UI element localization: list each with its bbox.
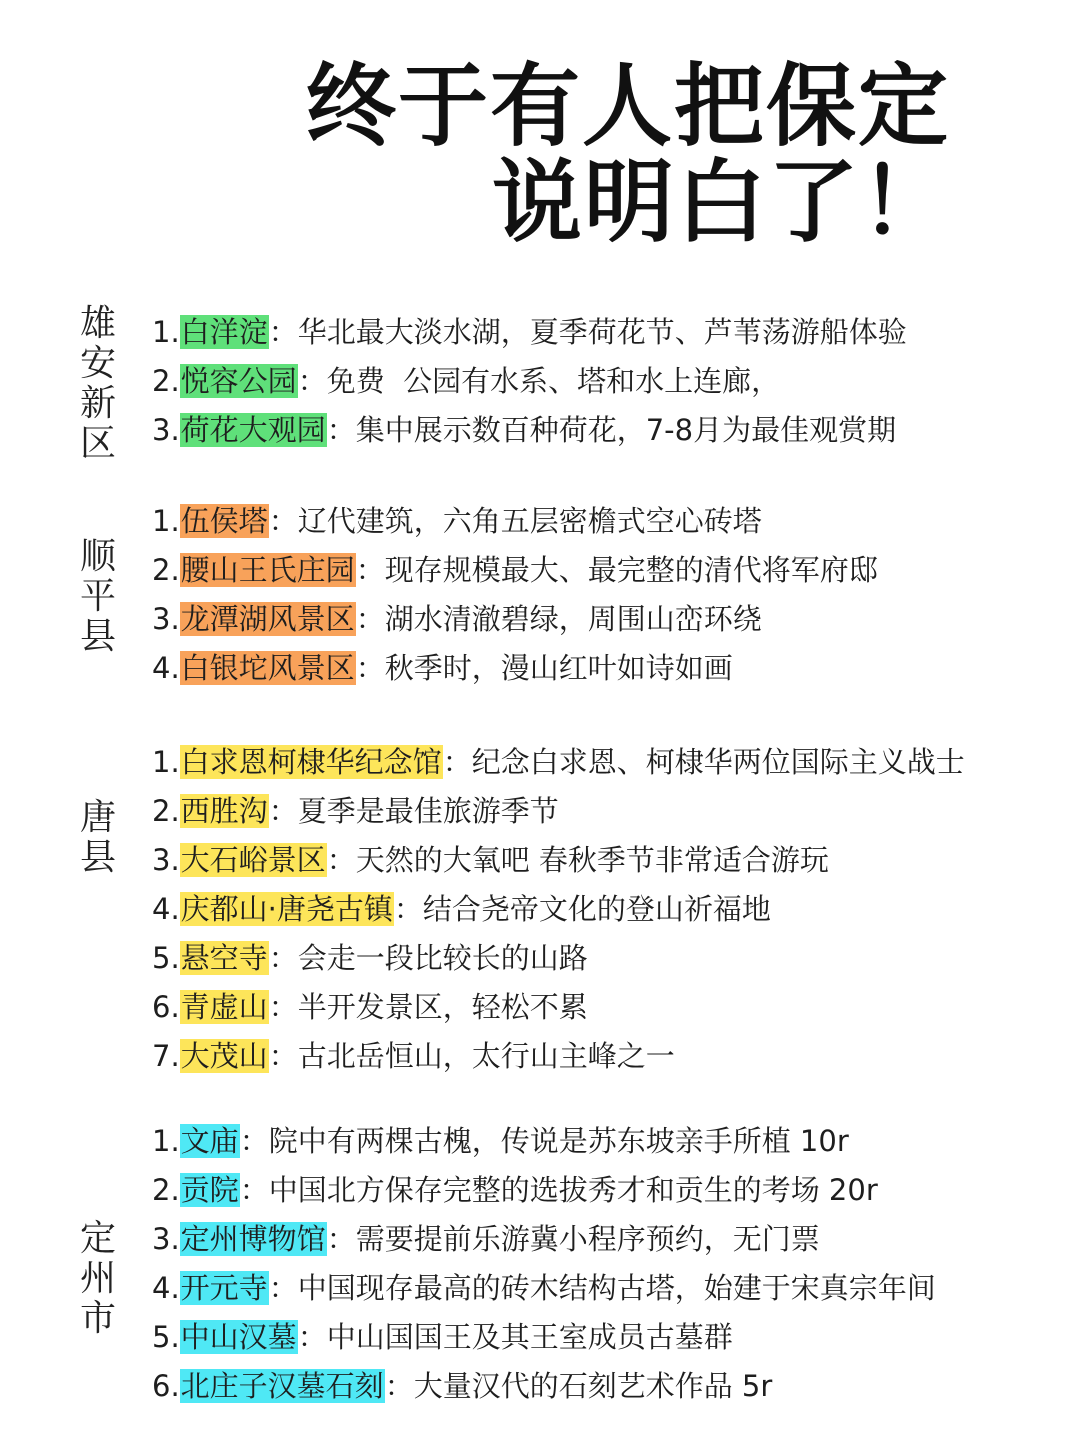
list-item: [152, 406, 907, 455]
item-separator: ：: [384, 1369, 414, 1403]
attraction-name: 龙潭湖风景区: [180, 602, 355, 636]
list-item: [152, 1166, 936, 1215]
attraction-description: 中山国国王及其王室成员古墓群: [326, 1320, 733, 1354]
list-item: [152, 644, 878, 693]
item-separator: ：: [326, 413, 356, 447]
attraction-description: 院中有两棵古槐，传说是苏东坡亲手所植 10r: [268, 1124, 849, 1158]
page-title-line2: 说明白了！: [492, 150, 952, 255]
item-number: 5.: [152, 1320, 180, 1354]
item-separator: ：: [326, 1222, 356, 1256]
region-char: 县: [79, 616, 116, 657]
item-separator: ：: [268, 990, 298, 1024]
section-dingzhou: [0, 1117, 1080, 1417]
item-separator: ：: [268, 504, 298, 538]
attraction-description: 纪念白求恩、柯棣华两位国际主义战士: [471, 745, 965, 779]
attraction-list: [152, 497, 878, 693]
attraction-description: 中国现存最高的砖木结构古塔，始建于宋真宗年间: [297, 1271, 936, 1305]
attraction-description: 华北最大淡水湖，夏季荷花节、芦苇荡游船体验: [297, 315, 907, 349]
attraction-name: 白银坨风景区: [180, 651, 355, 685]
page-title-line1: 终于有人把保定: [306, 54, 950, 159]
list-item: [152, 357, 907, 406]
region-char: 市: [79, 1298, 116, 1339]
list-item: [152, 497, 878, 546]
region-label: [72, 304, 124, 464]
list-item: [152, 885, 965, 934]
attraction-description: 中国北方保存完整的选拔秀才和贡生的考场 20r: [268, 1173, 878, 1207]
list-item: [152, 1313, 936, 1362]
item-number: 4.: [152, 892, 180, 926]
item-number: 4.: [152, 1271, 180, 1305]
attraction-description: 古北岳恒山，太行山主峰之一: [297, 1039, 675, 1073]
item-number: 7.: [152, 1039, 180, 1073]
attraction-description: 天然的大氧吧 春秋季节非常适合游玩: [355, 843, 829, 877]
list-item: [152, 546, 878, 595]
attraction-description: 现存规模最大、最完整的清代将军府邸: [384, 553, 878, 587]
attraction-name: 定州博物馆: [180, 1222, 326, 1256]
item-separator: ：: [326, 843, 356, 877]
item-separator: ：: [297, 1320, 327, 1354]
item-number: 2.: [152, 794, 180, 828]
region-label: [72, 1219, 124, 1339]
attraction-name: 腰山王氏庄园: [180, 553, 355, 587]
list-item: [152, 836, 965, 885]
list-item: [152, 1032, 965, 1081]
attraction-name: 青虚山: [180, 990, 268, 1024]
attraction-description: 夏季是最佳旅游季节: [297, 794, 559, 828]
list-item: [152, 1264, 936, 1313]
attraction-description: 免费 公园有水系、塔和水上连廊，: [326, 364, 781, 398]
item-number: 2.: [152, 364, 180, 398]
region-char: 顺: [79, 536, 116, 577]
region-label: [72, 798, 124, 878]
region-char: 新: [79, 383, 116, 424]
item-number: 5.: [152, 941, 180, 975]
item-separator: ：: [355, 602, 385, 636]
attraction-list: [152, 308, 907, 455]
list-item: [152, 1117, 936, 1166]
list-item: [152, 1215, 936, 1264]
section-tangxian: [0, 738, 1080, 1083]
attraction-description: 辽代建筑，六角五层密檐式空心砖塔: [297, 504, 762, 538]
region-char: 平: [79, 576, 116, 617]
list-item: [152, 983, 965, 1032]
item-number: 2.: [152, 1173, 180, 1207]
item-number: 2.: [152, 553, 180, 587]
attraction-name: 大石峪景区: [180, 843, 326, 877]
attraction-list: [152, 738, 965, 1081]
item-number: 3.: [152, 1222, 180, 1256]
item-separator: ：: [268, 1039, 298, 1073]
attraction-name: 悦容公园: [180, 364, 297, 398]
item-separator: ：: [239, 1124, 269, 1158]
region-label: [72, 537, 124, 657]
attraction-name: 白洋淀: [180, 315, 268, 349]
attraction-name: 庆都山·唐尧古镇: [180, 892, 393, 926]
attraction-description: 需要提前乐游冀小程序预约，无门票: [355, 1222, 820, 1256]
attraction-description: 会走一段比较长的山路: [297, 941, 588, 975]
item-separator: ：: [268, 794, 298, 828]
attraction-name: 贡院: [180, 1173, 239, 1207]
region-char: 县: [79, 837, 116, 878]
item-number: 6.: [152, 990, 180, 1024]
attraction-name: 大茂山: [180, 1039, 268, 1073]
item-number: 1.: [152, 315, 180, 349]
item-separator: ：: [393, 892, 423, 926]
attraction-name: 文庙: [180, 1124, 239, 1158]
attraction-list: [152, 1117, 936, 1411]
item-separator: ：: [239, 1173, 269, 1207]
attraction-name: 西胜沟: [180, 794, 268, 828]
region-char: 州: [79, 1258, 116, 1299]
region-char: 安: [79, 343, 116, 384]
item-separator: ：: [442, 745, 472, 779]
attraction-description: 半开发景区，轻松不累: [297, 990, 588, 1024]
item-separator: ：: [355, 553, 385, 587]
item-separator: ：: [268, 1271, 298, 1305]
attraction-name: 北庄子汉墓石刻: [180, 1369, 384, 1403]
region-char: 定: [79, 1218, 116, 1259]
attraction-description: 集中展示数百种荷花，7-8月为最佳观赏期: [355, 413, 897, 447]
attraction-name: 荷花大观园: [180, 413, 326, 447]
item-number: 6.: [152, 1369, 180, 1403]
item-number: 3.: [152, 602, 180, 636]
attraction-name: 中山汉墓: [180, 1320, 297, 1354]
attraction-description: 湖水清澈碧绿，周围山峦环绕: [384, 602, 762, 636]
list-item: [152, 1362, 936, 1411]
list-item: [152, 595, 878, 644]
section-xiongan: [0, 303, 1080, 468]
region-char: 雄: [79, 303, 116, 344]
attraction-name: 伍侯塔: [180, 504, 268, 538]
item-number: 3.: [152, 413, 180, 447]
item-number: 4.: [152, 651, 180, 685]
list-item: [152, 934, 965, 983]
attraction-name: 开元寺: [180, 1271, 268, 1305]
section-shunping: [0, 497, 1080, 697]
item-number: 3.: [152, 843, 180, 877]
list-item: [152, 787, 965, 836]
attraction-description: 秋季时，漫山红叶如诗如画: [384, 651, 733, 685]
item-separator: ：: [355, 651, 385, 685]
item-separator: ：: [297, 364, 327, 398]
attraction-description: 大量汉代的石刻艺术作品 5r: [413, 1369, 773, 1403]
list-item: [152, 308, 907, 357]
attraction-name: 悬空寺: [180, 941, 268, 975]
item-number: 1.: [152, 1124, 180, 1158]
item-number: 1.: [152, 745, 180, 779]
attraction-description: 结合尧帝文化的登山祈福地: [422, 892, 771, 926]
item-separator: ：: [268, 941, 298, 975]
region-char: 唐: [79, 797, 116, 838]
attraction-name: 白求恩柯棣华纪念馆: [180, 745, 442, 779]
list-item: [152, 738, 965, 787]
item-number: 1.: [152, 504, 180, 538]
region-char: 区: [79, 423, 116, 464]
item-separator: ：: [268, 315, 298, 349]
